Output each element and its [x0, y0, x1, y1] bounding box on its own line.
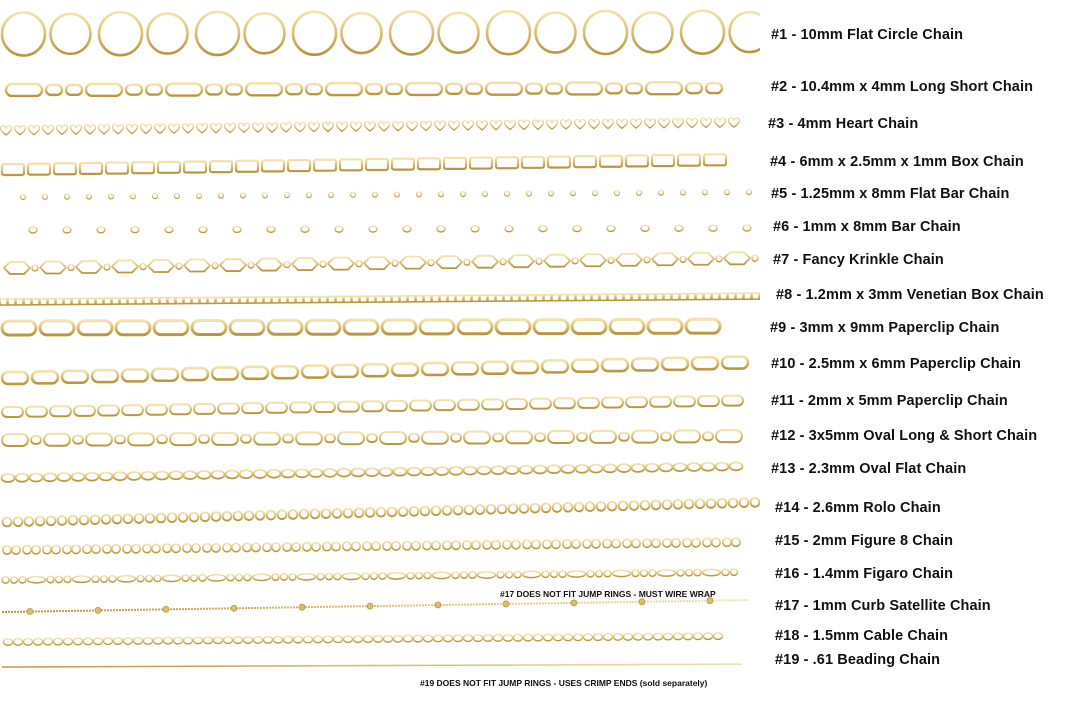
chain-label-5: #5 - 1.25mm x 8mm Flat Bar Chain [771, 186, 1010, 202]
chain-sample-4 [2, 154, 726, 175]
chain-label-16: #16 - 1.4mm Figaro Chain [775, 566, 954, 582]
chain-sample-2 [6, 82, 722, 96]
chain-sample-6 [4, 225, 751, 233]
chain-label-8: #8 - 1.2mm x 3mm Venetian Box Chain [776, 287, 1044, 303]
chain-sample-11 [2, 396, 743, 417]
chain-sample-16 [2, 569, 738, 583]
chain-label-18: #18 - 1.5mm Cable Chain [775, 628, 949, 644]
chain-label-2: #2 - 10.4mm x 4mm Long Short Chain [771, 79, 1034, 95]
chain-label-3: #3 - 4mm Heart Chain [768, 116, 919, 132]
chain-label-1: #1 - 10mm Flat Circle Chain [771, 27, 964, 43]
note-chain-19: #19 DOES NOT FIT JUMP RINGS - USES CRIMP ENDS (sold separately) [420, 678, 708, 688]
chain-label-19: #19 - .61 Beading Chain [775, 652, 941, 668]
chain-sample-10 [2, 357, 748, 384]
chain-label-6: #6 - 1mm x 8mm Bar Chain [773, 219, 961, 235]
chain-label-14: #14 - 2.6mm Rolo Chain [775, 500, 941, 516]
chain-label-17: #17 - 1mm Curb Satellite Chain [775, 598, 991, 614]
chain-label-10: #10 - 2.5mm x 6mm Paperclip Chain [771, 356, 1021, 372]
chain-sample-14 [3, 498, 760, 526]
chain-sample-3 [1, 118, 740, 135]
chain-sample-7 [4, 252, 758, 274]
chain-sample-18 [4, 633, 723, 645]
chain-sample-13 [2, 462, 743, 482]
chain-sample-5 [4, 190, 752, 200]
chain-label-4: #4 - 6mm x 2.5mm x 1mm Box Chain [770, 154, 1024, 170]
chain-sample-1 [2, 11, 760, 56]
chain-label-7: #7 - Fancy Krinkle Chain [773, 252, 944, 268]
chain-label-9: #9 - 3mm x 9mm Paperclip Chain [770, 320, 1000, 336]
note-chain-17: #17 DOES NOT FIT JUMP RINGS - MUST WIRE WRAP [500, 589, 716, 599]
chain-sample-12 [2, 430, 742, 446]
chain-label-15: #15 - 2mm Figure 8 Chain [775, 533, 954, 549]
chain-label-11: #11 - 2mm x 5mm Paperclip Chain [771, 393, 1008, 409]
chain-label-13: #13 - 2.3mm Oval Flat Chain [771, 461, 967, 477]
chain-label-12: #12 - 3x5mm Oval Long & Short Chain [771, 428, 1038, 444]
chain-sample-15 [3, 538, 740, 554]
chain-sample-19 [2, 664, 742, 667]
chain-sample-17 [2, 598, 748, 615]
chain-sample-9 [2, 319, 720, 335]
chain-sample-8 [0, 293, 760, 305]
